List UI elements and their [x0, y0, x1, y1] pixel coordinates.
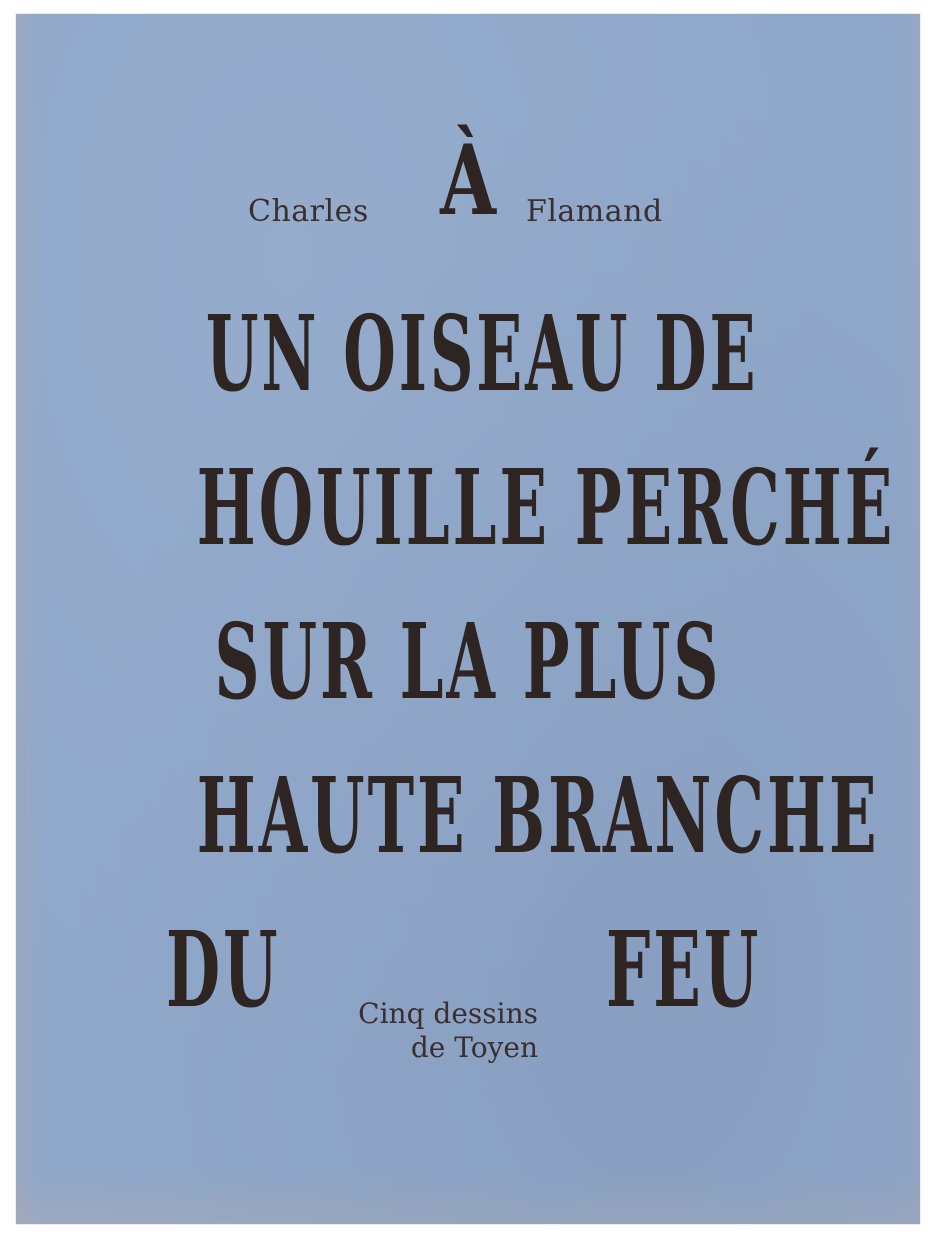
subtitle-line-1: Cinq dessins: [358, 997, 538, 1030]
title-line-6-right: FEU: [606, 908, 762, 1031]
title-line-5: HAUTE BRANCHE: [196, 754, 880, 877]
title-line-1: À: [440, 124, 496, 237]
title-line-2: UN OISEAU DE: [205, 292, 759, 415]
subtitle-line-2: de Toyen: [410, 1031, 538, 1064]
author-first-name: Charles: [248, 194, 369, 229]
book-cover: [16, 14, 920, 1224]
title-line-3: HOUILLE PERCHÉ: [196, 446, 896, 569]
title-line-6-left: DU: [166, 908, 281, 1031]
title-line-4: SUR LA PLUS: [214, 600, 722, 723]
author-last-name: Flamand: [526, 194, 663, 229]
